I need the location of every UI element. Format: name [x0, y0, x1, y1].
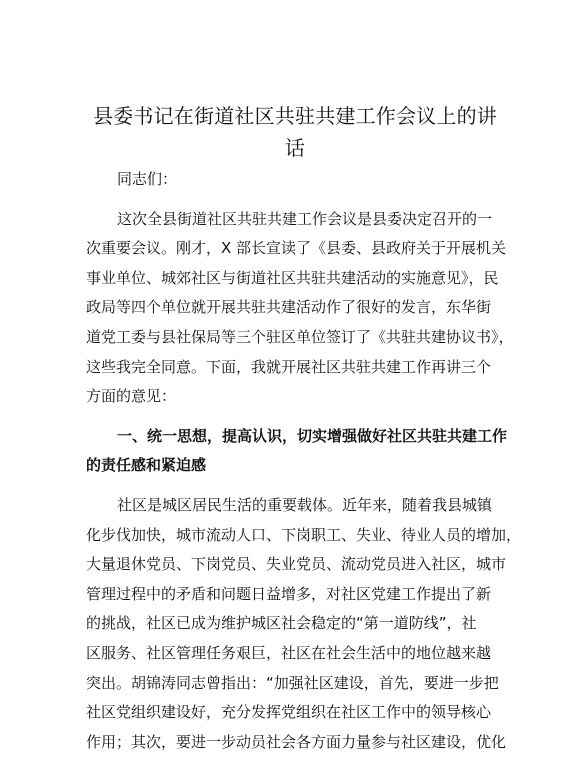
- text-line: 政局等四个单位就开展共驻共建活动作了很好的发言，东华街: [86, 298, 492, 317]
- text-line: 社区党组织建设好，充分发挥党组织在社区工作中的领导核心: [86, 703, 492, 722]
- text-line: 社区是城区居民生活的重要载体。近年来，随着我县城镇: [117, 495, 493, 514]
- text-line: 事业单位、城郊社区与街道社区共驻共建活动的实施意见》，民: [86, 268, 499, 287]
- text-line: 突出。胡锦涛同志曾指出：“加强社区建设，首先，要进一步把: [86, 673, 499, 692]
- text-line: 大量退休党员、下岗党员、失业党员、流动党员进入社区，城市: [86, 555, 507, 574]
- text-line: 的挑战，社区已成为维护城区社会稳定的“第一道防线”，社: [86, 614, 477, 633]
- title-line: 县委书记在街道社区共驻共建工作会议上的讲: [93, 104, 497, 128]
- heading-line: 一、统一思想，提高认识，切实增强做好社区共驻共建工作: [117, 426, 508, 445]
- text-line: 这些我完全同意。下面，我就开展社区共驻共建工作再讲三个: [86, 357, 492, 376]
- document-body: [86, 165, 522, 767]
- text-line: 方面的意见：: [86, 387, 177, 406]
- text-line: 这次全县街道社区共驻共建工作会议是县委决定召开的一: [117, 209, 493, 228]
- salutation: [86, 165, 506, 195]
- text-line: 次重要会议。刚才，X 部长宣读了《县委、县政府关于开展机关: [86, 239, 507, 258]
- document-title: [80, 100, 510, 164]
- paragraph-community: [86, 491, 522, 757]
- section-heading-1: [86, 422, 506, 481]
- heading-line: 的责任感和紧迫感: [86, 456, 207, 475]
- text-line: 管理过程中的矛盾和问题日益增多，对社区党建工作提出了新: [86, 584, 492, 603]
- paragraph-intro: [86, 205, 514, 412]
- text-line: 区服务、社区管理任务艰巨，社区在社会生活中的地位越来越: [86, 643, 492, 662]
- salutation-text: 同志们：: [117, 170, 178, 188]
- text-line: 道党工委与县社保局等三个驻区单位签订了《共驻共建协议书》，: [86, 327, 514, 346]
- text-line: 化步伐加快，城市流动人口、下岗职工、失业、待业人员的增加，: [86, 525, 522, 544]
- text-line: 作用；其次，要进一步动员社会各方面力量参与社区建设，优化: [86, 732, 507, 751]
- title-line: 话: [284, 136, 306, 160]
